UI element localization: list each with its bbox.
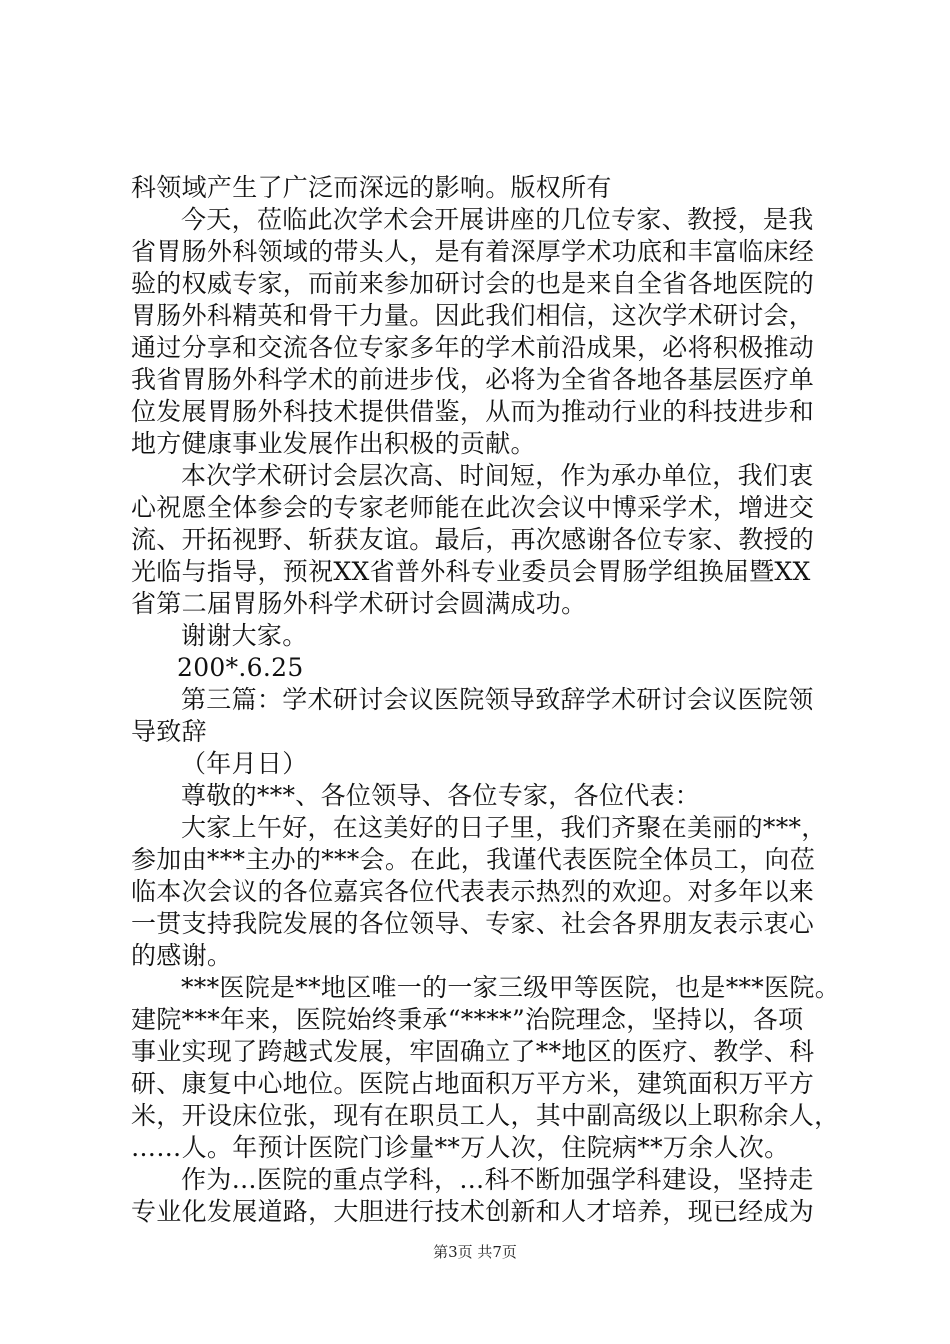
text-line: 省胃肠外科领域的带头人，是有着深厚学术功底和丰富临床经 — [131, 237, 815, 266]
text-line: 米，开设床位张，现有在职员工人，其中副高级以上职称余人， — [131, 1101, 840, 1130]
text-line: 临本次会议的各位嘉宾各位代表表示热烈的欢迎。对多年以来 — [131, 877, 815, 906]
text-line: 作为…医院的重点学科，…科不断加强学科建设，坚持走 — [181, 1165, 814, 1194]
text-line: 位发展胃肠外科技术提供借鉴，从而为推动行业的科技进步和 — [131, 397, 815, 426]
text-line: 胃肠外科精英和骨干力量。因此我们相信，这次学术研讨会， — [131, 301, 815, 330]
text-line: ……人。年预计医院门诊量**万人次，住院病**万余人次。 — [131, 1133, 790, 1162]
text-line: 大家上午好，在这美好的日子里，我们齐聚在美丽的***， — [181, 813, 827, 842]
text-line: 通过分享和交流各位专家多年的学术前沿成果，必将积极推动 — [131, 333, 815, 362]
page-footer: 第3页 共7页 — [433, 1243, 517, 1261]
salutation-line: 尊敬的***、各位领导、各位专家，各位代表： — [181, 781, 701, 810]
text-line: ***医院是**地区唯一的一家三级甲等医院，也是***医院。 — [181, 973, 841, 1002]
text-line: 参加由***主办的***会。在此，我谨代表医院全体员工，向莅 — [131, 845, 816, 874]
text-line: 省第二届胃肠外科学术研讨会圆满成功。 — [131, 589, 587, 618]
text-line: 专业化发展道路，大胆进行技术创新和人才培养，现已经成为 — [131, 1197, 815, 1226]
text-line: 我省胃肠外科学术的前进步伐，必将为全省各地各基层医疗单 — [131, 365, 815, 394]
text-line: 地方健康事业发展作出积极的贡献。 — [131, 429, 536, 458]
date-line: 200*.6.25 — [177, 653, 304, 682]
text-line: 光临与指导，预祝XX省普外科专业委员会胃肠学组换届暨XX — [131, 557, 811, 586]
text-line: 的感谢。 — [131, 941, 233, 970]
text-line: 今天，莅临此次学术会开展讲座的几位专家、教授，是我 — [181, 205, 814, 234]
text-line: 流、开拓视野、斩获友谊。最后，再次感谢各位专家、教授的 — [131, 525, 815, 554]
text-line: 本次学术研讨会层次高、时间短，作为承办单位，我们衷 — [181, 461, 814, 490]
text-line: 事业实现了跨越式发展，牢固确立了**地区的医疗、教学、科 — [131, 1037, 815, 1066]
text-line: 研、康复中心地位。医院占地面积万平方米，建筑面积万平方 — [131, 1069, 815, 1098]
text-line: 谢谢大家。 — [181, 621, 308, 650]
text-line: 心祝愿全体参会的专家老师能在此次会议中博采学术，增进交 — [131, 493, 815, 522]
text-line: 一贯支持我院发展的各位领导、专家、社会各界朋友表示衷心 — [131, 909, 815, 938]
text-line: 验的权威专家，而前来参加研讨会的也是来自全省各地医院的 — [131, 269, 815, 298]
text-line: 建院***年来，医院始终秉承“****”治院理念，坚持以，各项 — [131, 1005, 804, 1034]
section-heading: 导致辞 — [131, 717, 207, 746]
section-heading: 第三篇：学术研讨会议医院领导致辞学术研讨会议医院领 — [181, 685, 814, 714]
document-body — [131, 172, 841, 1228]
text-line: 科领域产生了广泛而深远的影响。版权所有 — [131, 173, 612, 202]
text-line: （年月日） — [181, 749, 308, 778]
